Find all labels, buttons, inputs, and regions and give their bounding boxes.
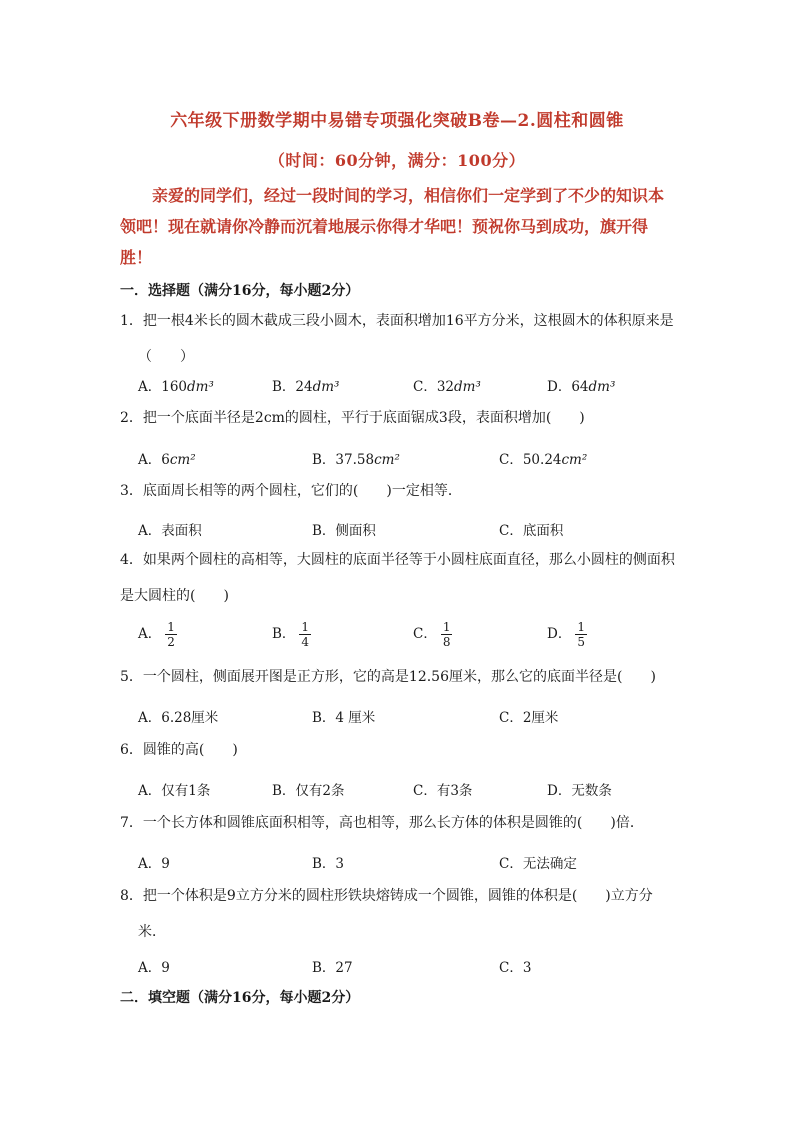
question-text: 2．把一个底面半径是2cm的圆柱，平行于底面锯成3段，表面积增加( )	[120, 410, 585, 426]
option-c: C．无法确定	[499, 856, 577, 872]
question-text: 7．一个长方体和圆锥底面积相等，高也相等，那么长方体的体积是圆锥的( )倍．	[120, 815, 644, 831]
fraction: $\frac{1}{8}$	[442, 620, 451, 649]
question-text: 6．圆锥的高( )	[120, 742, 238, 758]
question-text: 8．把一个体积是9立方分米的圆柱形铁块熔铸成一个圆锥，圆锥的体积是( )立方分	[120, 888, 653, 904]
option-b: B．3	[312, 856, 345, 872]
option-a: A．6cm²	[138, 452, 196, 468]
question-text: 是大圆柱的( )	[120, 588, 229, 604]
options-row	[138, 852, 698, 876]
question-6	[120, 732, 680, 768]
section-heading: 二．填空题（满分16分，每小题2分）	[120, 990, 360, 1006]
question-text: 5．一个圆柱，侧面展开图是正方形，它的高是12.56厘米，那么它的底面半径是( )	[120, 669, 656, 685]
section-heading: 一．选择题（满分16分，每小题2分）	[120, 283, 360, 299]
option-a: A．仅有1条	[138, 783, 211, 799]
option-a: A．表面积	[138, 523, 202, 539]
fraction: $\frac{1}{2}$	[167, 620, 175, 649]
option-a: A．9	[138, 856, 170, 872]
option-a: A．9	[138, 960, 170, 976]
fraction: $\frac{1}{5}$	[577, 620, 585, 649]
option-b: B． $\frac{1}{4}$	[272, 620, 310, 649]
question-5	[120, 659, 680, 695]
fraction: $\frac{1}{4}$	[301, 620, 310, 649]
option-c: C．有3条	[413, 783, 473, 799]
options-row	[138, 779, 698, 803]
question-text: （ ）	[138, 349, 194, 365]
option-b: B．4 厘米	[312, 710, 376, 726]
options-row	[138, 375, 698, 399]
option-c: C．3	[499, 960, 532, 976]
options-row	[138, 956, 698, 980]
question-text: 3．底面周长相等的两个圆柱，它们的( )一定相等．	[120, 483, 462, 499]
options-row	[138, 448, 698, 472]
page-title: 六年级下册数学期中易错专项强化突破B卷—2.圆柱和圆锥	[170, 111, 624, 131]
option-d: D． $\frac{1}{5}$	[547, 620, 585, 649]
options-row	[138, 519, 698, 543]
question-8	[120, 878, 680, 950]
options-row	[138, 706, 698, 730]
question-2	[120, 400, 680, 436]
option-c: C．32dm³	[413, 379, 481, 395]
question-1	[120, 303, 680, 375]
option-c: C．底面积	[499, 523, 564, 539]
option-a: A．160dm³	[138, 379, 214, 395]
question-text: 1．把一根4米长的圆木截成三段小圆木，表面积增加16平方分米，这根圆木的体积原来是	[120, 313, 674, 329]
option-b: B．仅有2条	[272, 783, 345, 799]
option-b: B．侧面积	[312, 523, 376, 539]
intro-text	[120, 180, 680, 273]
option-c: C． $\frac{1}{8}$	[413, 620, 451, 649]
question-3	[120, 473, 680, 509]
question-text: 4．如果两个圆柱的高相等，大圆柱的底面半径等于小圆柱底面直径，那么小圆柱的侧面积	[120, 552, 675, 568]
option-b: B．27	[312, 960, 353, 976]
question-4	[120, 542, 680, 614]
intro-line: 胜！	[120, 248, 153, 267]
question-7	[120, 805, 680, 841]
exam-info: （时间：60分钟，满分：100分）	[268, 151, 526, 170]
option-d: D．无数条	[547, 783, 612, 799]
option-a: A．6.28厘米	[138, 710, 219, 726]
option-b: B．24dm³	[272, 379, 340, 395]
option-a: A． $\frac{1}{2}$	[138, 620, 175, 649]
question-text: 米．	[138, 924, 166, 940]
option-c: C．2厘米	[499, 710, 559, 726]
intro-line: 亲爱的同学们，经过一段时间的学习，相信你们一定学到了不少的知识本	[152, 186, 665, 205]
options-row	[138, 620, 698, 654]
option-c: C．50.24cm²	[499, 452, 588, 468]
option-d: D．64dm³	[547, 379, 616, 395]
option-b: B．37.58cm²	[312, 452, 400, 468]
intro-line: 领吧！现在就请你冷静而沉着地展示你得才华吧！预祝你马到成功，旗开得	[120, 217, 649, 236]
